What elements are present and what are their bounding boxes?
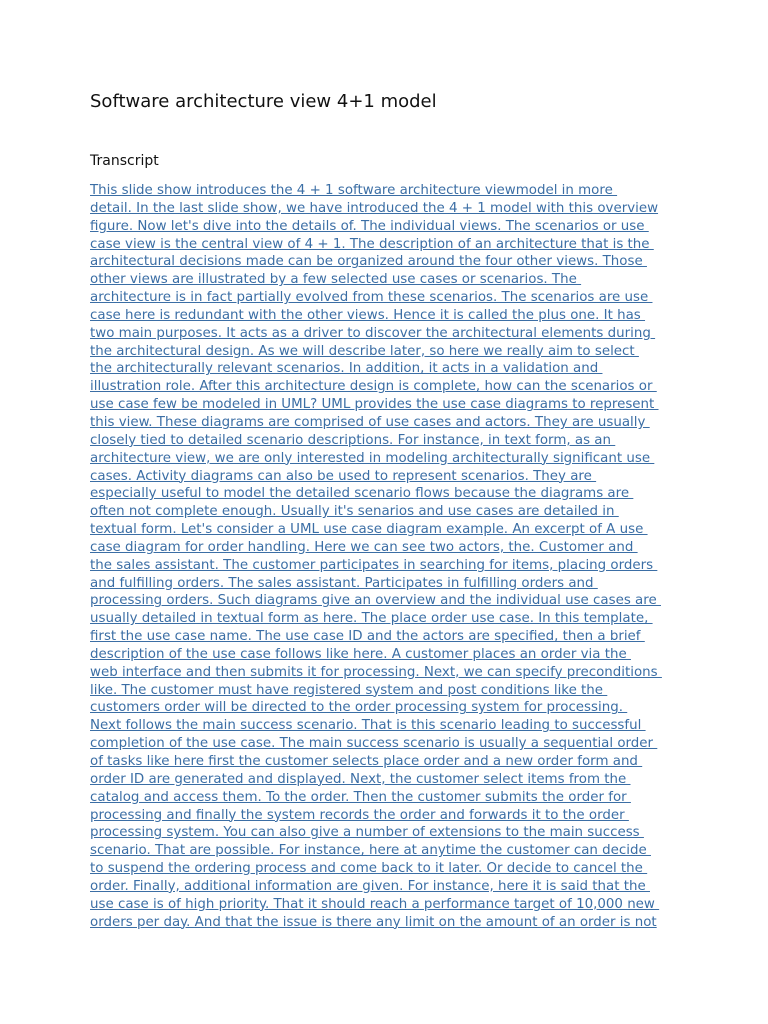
transcript-link-line[interactable]: completion of the use case. The main success scenario is usually a sequential order [90, 736, 658, 752]
transcript-link-line[interactable]: processing and finally the system records the order and forwards it to the order [90, 807, 629, 823]
transcript-link-line[interactable]: illustration role. After this architecture design is complete, how can the scenarios or [90, 379, 657, 395]
transcript-link-line[interactable]: other views are illustrated by a few selected use cases or scenarios. The [90, 272, 582, 288]
transcript-link-line[interactable]: to suspend the ordering process and come back to it later. Or decide to cancel the [90, 861, 648, 877]
transcript-heading: Transcript [90, 153, 159, 169]
transcript-link-line[interactable]: architectural decisions made can be organized around the four other views. Those [90, 254, 647, 270]
transcript-link-line[interactable]: this view. These diagrams are comprised of use cases and actors. They are usually [90, 414, 650, 430]
transcript-link-line[interactable]: textual form. Let's consider a UML use case diagram example. An excerpt of A use [90, 522, 648, 538]
transcript-link-line[interactable]: use case few be modeled in UML? UML provides the use case diagrams to represent [90, 397, 659, 413]
transcript-link-line[interactable]: figure. Now let's dive into the details of. The individual views. The scenarios or use [90, 218, 649, 234]
transcript-link-line[interactable]: This slide show introduces the 4 + 1 software architecture viewmodel in more [90, 183, 618, 198]
transcript-link-line[interactable]: scenario. That are possible. For instance, here at anytime the customer can decide [90, 843, 651, 859]
transcript-link-line[interactable]: architecture view, we are only interested in modeling architecturally significant use [90, 450, 655, 466]
transcript-link-line[interactable]: first the use case name. The use case ID and the actors are specified, then a brief [90, 629, 645, 645]
transcript-link-line[interactable]: cases. Activity diagrams can also be used to represent scenarios. They are [90, 468, 597, 484]
transcript-link-line[interactable]: case view is the central view of 4 + 1. The description of an architecture that is the [90, 236, 654, 252]
transcript-link-line[interactable]: of tasks like here first the customer selects place order and a new order form and [90, 754, 643, 769]
transcript-link-line[interactable]: Next follows the main success scenario. That is this scenario leading to successful [90, 718, 646, 734]
document-title: Software architecture view 4+1 model [90, 91, 437, 112]
transcript-link-line[interactable]: case here is redundant with the other views. Hence it is called the plus one. It has [90, 307, 646, 323]
transcript-link-line[interactable]: the architecturally relevant scenarios. In addition, it acts in a validation and [90, 361, 603, 377]
transcript-link-line[interactable]: like. The customer must have registered system and post conditions like the [90, 682, 608, 698]
transcript-link-line[interactable]: catalog and access them. To the order. Then the customer submits the order for [90, 789, 631, 805]
transcript-link-line[interactable]: and fulfilling orders. The sales assistant. Participates in fulfilling orders and [90, 575, 598, 591]
transcript-link-line[interactable]: order. Finally, additional information are given. For instance, here it is said that the [90, 878, 650, 894]
transcript-link-line[interactable]: usually detailed in textual form as here. The place order use case. In this template, [90, 611, 653, 627]
transcript-link-line[interactable]: closely tied to detailed scenario descriptions. For instance, in text form, as an [90, 432, 616, 448]
transcript-link-line[interactable]: the architectural design. As we will describe later, so here we really aim to select [90, 343, 639, 359]
transcript-link-line[interactable]: orders per day. And that the issue is there any limit on the amount of an order is not [90, 914, 657, 930]
transcript-link-line[interactable]: architecture is in fact partially evolved from these scenarios. The scenarios are use [90, 290, 653, 306]
transcript-link-line[interactable]: use case is of high priority. That it should reach a performance target of 10,000 new [90, 896, 660, 912]
transcript-link-line[interactable]: order ID are generated and displayed. Next, the customer select items from the [90, 771, 631, 787]
transcript-link-line[interactable]: case diagram for order handling. Here we can see two actors, the. Customer and [90, 539, 638, 555]
transcript-link-line[interactable]: processing orders. Such diagrams give an overview and the individual use cases are [90, 593, 661, 609]
transcript-link-line[interactable]: customers order will be directed to the order processing system for processing. [90, 700, 628, 716]
transcript-link-line[interactable]: the sales assistant. The customer participates in searching for items, placing orders [90, 557, 658, 573]
transcript-link-line[interactable]: detail. In the last slide show, we have introduced the 4 + 1 model with this overview [90, 200, 659, 216]
transcript-link-line[interactable]: web interface and then submits it for processing. Next, we can specify preconditions [90, 664, 662, 680]
transcript-link-line[interactable]: two main purposes. It acts as a driver to discover the architectural elements during [90, 325, 656, 341]
transcript-link-line[interactable]: description of the use case follows like here. A customer places an order via the [90, 646, 631, 662]
transcript-link-line[interactable]: especially useful to model the detailed scenario flows because the diagrams are [90, 486, 634, 502]
transcript-link-line[interactable]: often not complete enough. Usually it's senarios and use cases are detailed in [90, 504, 619, 520]
transcript-link-line[interactable]: processing system. You can also give a number of extensions to the main success [90, 825, 644, 841]
transcript-body [90, 182, 690, 931]
